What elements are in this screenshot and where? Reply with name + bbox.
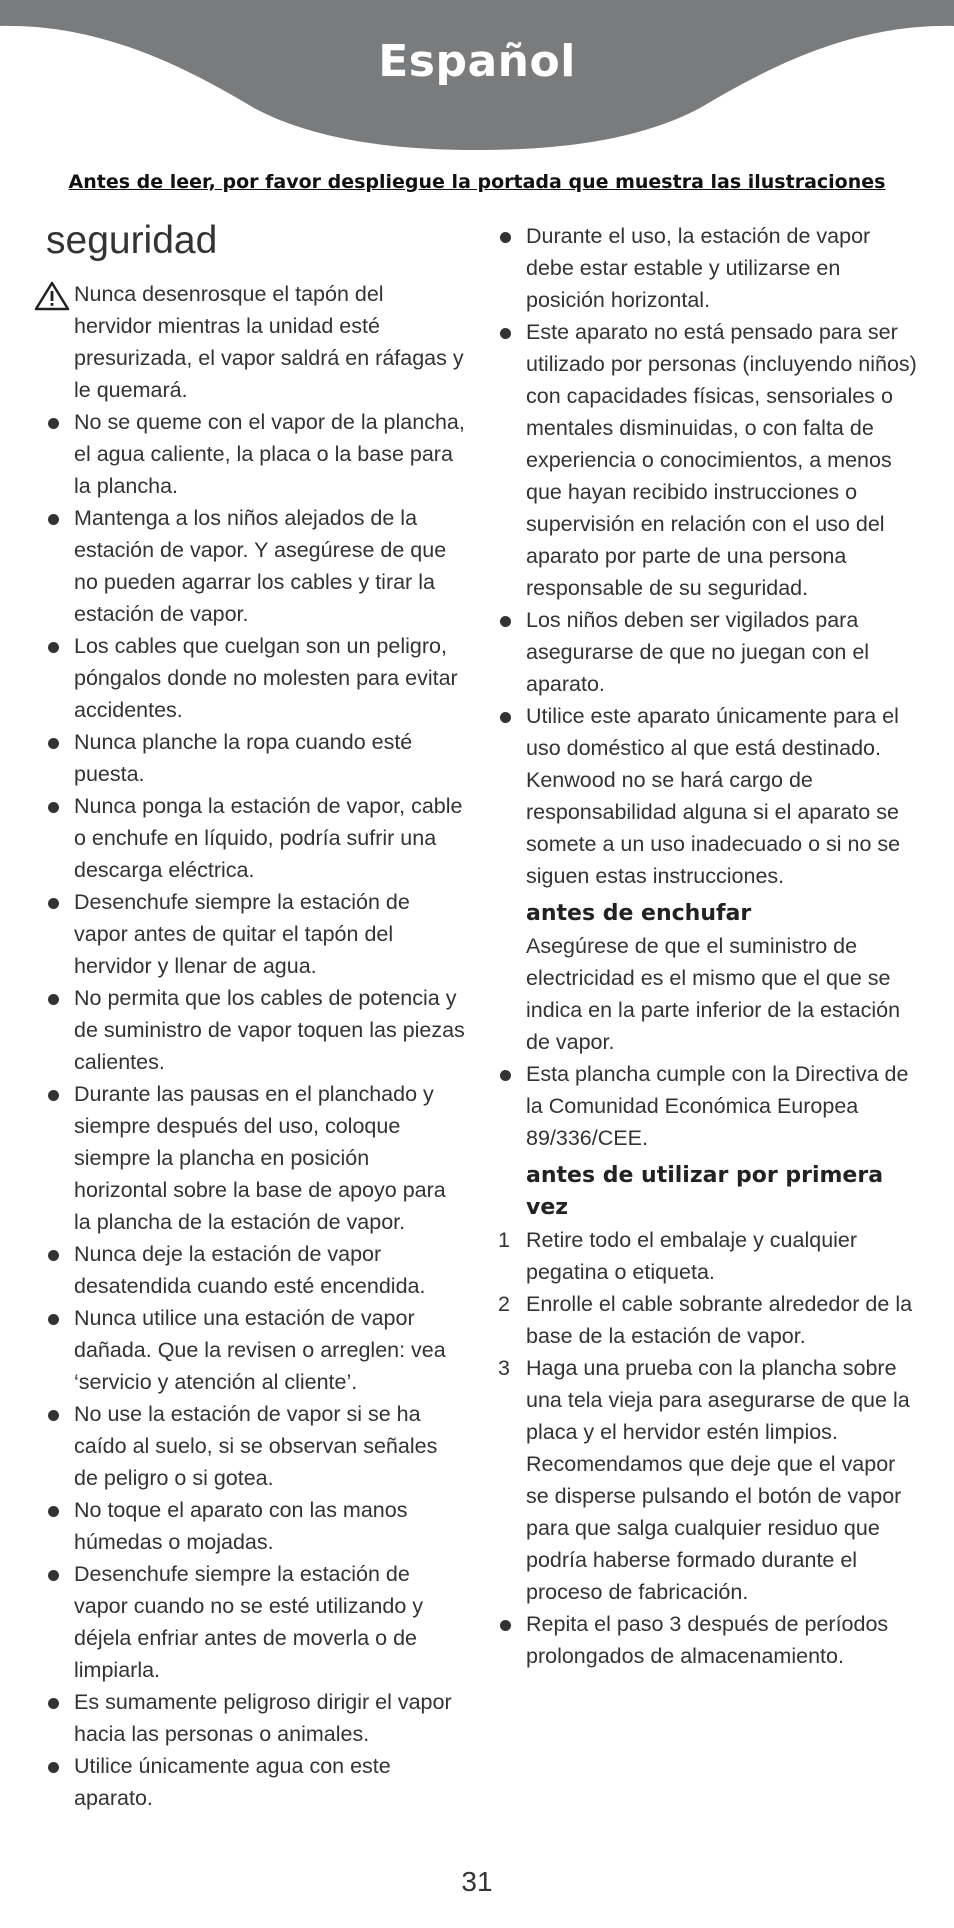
bullet-icon xyxy=(500,328,511,339)
bullet-icon xyxy=(48,1410,59,1421)
list-item-text: No permita que los cables de potencia y de suministro de vapor toquen las piezas calientes. xyxy=(74,986,465,1074)
list-item xyxy=(46,1078,466,1238)
step-number: 3 xyxy=(498,1356,510,1380)
list-item-text: Durante las pausas en el planchado y siempre después del uso, coloque siempre la plancha en posición horizontal sobre la base de apoyo para la plancha de la estación de vapor. xyxy=(74,1082,446,1234)
bullet-icon xyxy=(48,418,59,429)
left-column xyxy=(46,218,466,1814)
list-item xyxy=(498,604,918,700)
list-item xyxy=(46,1558,466,1686)
list-item xyxy=(46,790,466,886)
list-item-text: Durante el uso, la estación de vapor debe estar estable y utilizarse en posición horizontal. xyxy=(526,224,871,312)
before-plug-section xyxy=(498,898,918,1154)
step-number: 1 xyxy=(498,1228,510,1252)
list-item xyxy=(46,1398,466,1494)
list-item xyxy=(46,982,466,1078)
step-text: Enrolle el cable sobrante alrededor de la base de la estación de vapor. xyxy=(526,1292,913,1348)
step-text: Retire todo el embalaje y cualquier pegatina o etiqueta. xyxy=(526,1228,858,1284)
list-item xyxy=(498,1608,918,1672)
page-title: Español xyxy=(378,36,576,87)
right-column xyxy=(498,220,918,1672)
bullet-icon xyxy=(48,1314,59,1325)
section-paragraph: Asegúrese de que el suministro de electricidad es el mismo que el que se indica en la parte inferior de la estación de vapor. xyxy=(526,934,901,1054)
list-item xyxy=(498,220,918,316)
bullet-icon xyxy=(500,1070,511,1081)
list-item-text: Repita el paso 3 después de períodos prolongados de almacenamiento. xyxy=(526,1612,889,1668)
list-item-text: Utilice este aparato únicamente para el uso doméstico al que está destinado. Kenwood no se hará cargo de responsabilidad alguna si el aparato se somete a un uso inadecuado o si no se siguen estas instrucciones. xyxy=(526,704,901,888)
list-item-text: Desenchufe siempre la estación de vapor antes de quitar el tapón del hervidor y llenar de agua. xyxy=(74,890,410,978)
list-item-text: Nunca ponga la estación de vapor, cable o enchufe en líquido, podría sufrir una descarga eléctrica. xyxy=(74,794,463,882)
list-item xyxy=(46,1238,466,1302)
bullet-icon xyxy=(48,642,59,653)
bullet-icon xyxy=(48,1570,59,1581)
list-item xyxy=(46,726,466,790)
page-number: 31 xyxy=(461,1866,493,1897)
warning-text: Nunca desenrosque el tapón del hervidor mientras la unidad esté presurizada, el vapor saldrá en ráfagas y le quemará. xyxy=(74,282,464,402)
section-heading: antes de utilizar por primera vez xyxy=(526,1163,884,1220)
bullet-icon xyxy=(500,712,511,723)
list-item-text: Los cables que cuelgan son un peligro, póngalos donde no molesten para evitar accidentes. xyxy=(74,634,458,722)
warning-item xyxy=(46,278,466,406)
list-item xyxy=(46,1750,466,1814)
list-item-text: Desenchufe siempre la estación de vapor cuando no se esté utilizando y déjela enfriar antes de moverla o de limpiarla. xyxy=(74,1562,424,1682)
bullet-icon xyxy=(48,1090,59,1101)
section-title: seguridad xyxy=(46,219,218,262)
list-item-text: Es sumamente peligroso dirigir el vapor hacia las personas o animales. xyxy=(74,1690,452,1746)
list-item-text: Utilice únicamente agua con este aparato. xyxy=(74,1754,391,1810)
list-item-text: Los niños deben ser vigilados para asegurarse de que no juegan con el aparato. xyxy=(526,608,870,696)
bullet-icon xyxy=(500,1620,511,1631)
list-item-text: Esta plancha cumple con la Directiva de la Comunidad Económica Europea 89/336/CEE. xyxy=(526,1062,909,1150)
numbered-step xyxy=(498,1224,918,1288)
list-item-text: Mantenga a los niños alejados de la estación de vapor. Y asegúrese de que no pueden agarrar los cables y tirar la estación de vapor. xyxy=(74,506,447,626)
list-item-text: No toque el aparato con las manos húmedas o mojadas. xyxy=(74,1498,408,1554)
list-item-text: Este aparato no está pensado para ser utilizado por personas (incluyendo niños) con capacidades físicas, sensoriales o mentales disminuidas, o con falta de experiencia o conocimientos, a menos que hayan recibido instrucciones o supervisión en relación con el uso del aparato por parte de una persona responsable de su seguridad. xyxy=(526,320,917,600)
first-use-section xyxy=(498,1160,918,1672)
bullet-icon xyxy=(48,802,59,813)
page-header xyxy=(0,0,954,160)
list-item-text: Nunca utilice una estación de vapor dañada. Que la revisen o arreglen: vea ‘servicio y atención al cliente’. xyxy=(74,1306,446,1394)
bullet-icon xyxy=(48,1506,59,1517)
list-item xyxy=(46,1686,466,1750)
list-item xyxy=(498,700,918,892)
list-item xyxy=(46,1494,466,1558)
bullet-icon xyxy=(48,1698,59,1709)
numbered-step xyxy=(498,1288,918,1352)
bullet-icon xyxy=(48,898,59,909)
list-item-text: No se queme con el vapor de la plancha, el agua caliente, la placa o la base para la plancha. xyxy=(74,410,465,498)
step-number: 2 xyxy=(498,1292,510,1316)
bullet-icon xyxy=(48,1762,59,1773)
list-item xyxy=(46,886,466,982)
list-item-text: Nunca deje la estación de vapor desatendida cuando esté encendida. xyxy=(74,1242,426,1298)
list-item-text: Nunca planche la ropa cuando esté puesta. xyxy=(74,730,413,786)
bullet-icon xyxy=(48,514,59,525)
warning-triangle-icon xyxy=(34,281,70,311)
numbered-step xyxy=(498,1352,918,1608)
list-item xyxy=(46,630,466,726)
bullet-icon xyxy=(48,994,59,1005)
section-heading: antes de enchufar xyxy=(526,901,752,926)
list-item xyxy=(46,406,466,502)
bullet-icon xyxy=(500,616,511,627)
list-item xyxy=(498,1058,918,1154)
instruction-notice: Antes de leer, por favor despliegue la portada que muestra las ilustraciones xyxy=(68,171,886,193)
bullet-icon xyxy=(48,738,59,749)
list-item xyxy=(46,1302,466,1398)
list-item-text: No use la estación de vapor si se ha caído al suelo, si se observan señales de peligro o si gotea. xyxy=(74,1402,438,1490)
bullet-icon xyxy=(500,232,511,243)
list-item xyxy=(498,316,918,604)
step-text: Haga una prueba con la plancha sobre una tela vieja para asegurarse de que la placa y el hervidor estén limpios. Recomendamos que deje que el vapor se disperse pulsando el botón de vapor para que salga cualquier residuo que podría haberse formado durante el proceso de fabricación. xyxy=(526,1356,910,1604)
list-item xyxy=(46,502,466,630)
bullet-icon xyxy=(48,1250,59,1261)
